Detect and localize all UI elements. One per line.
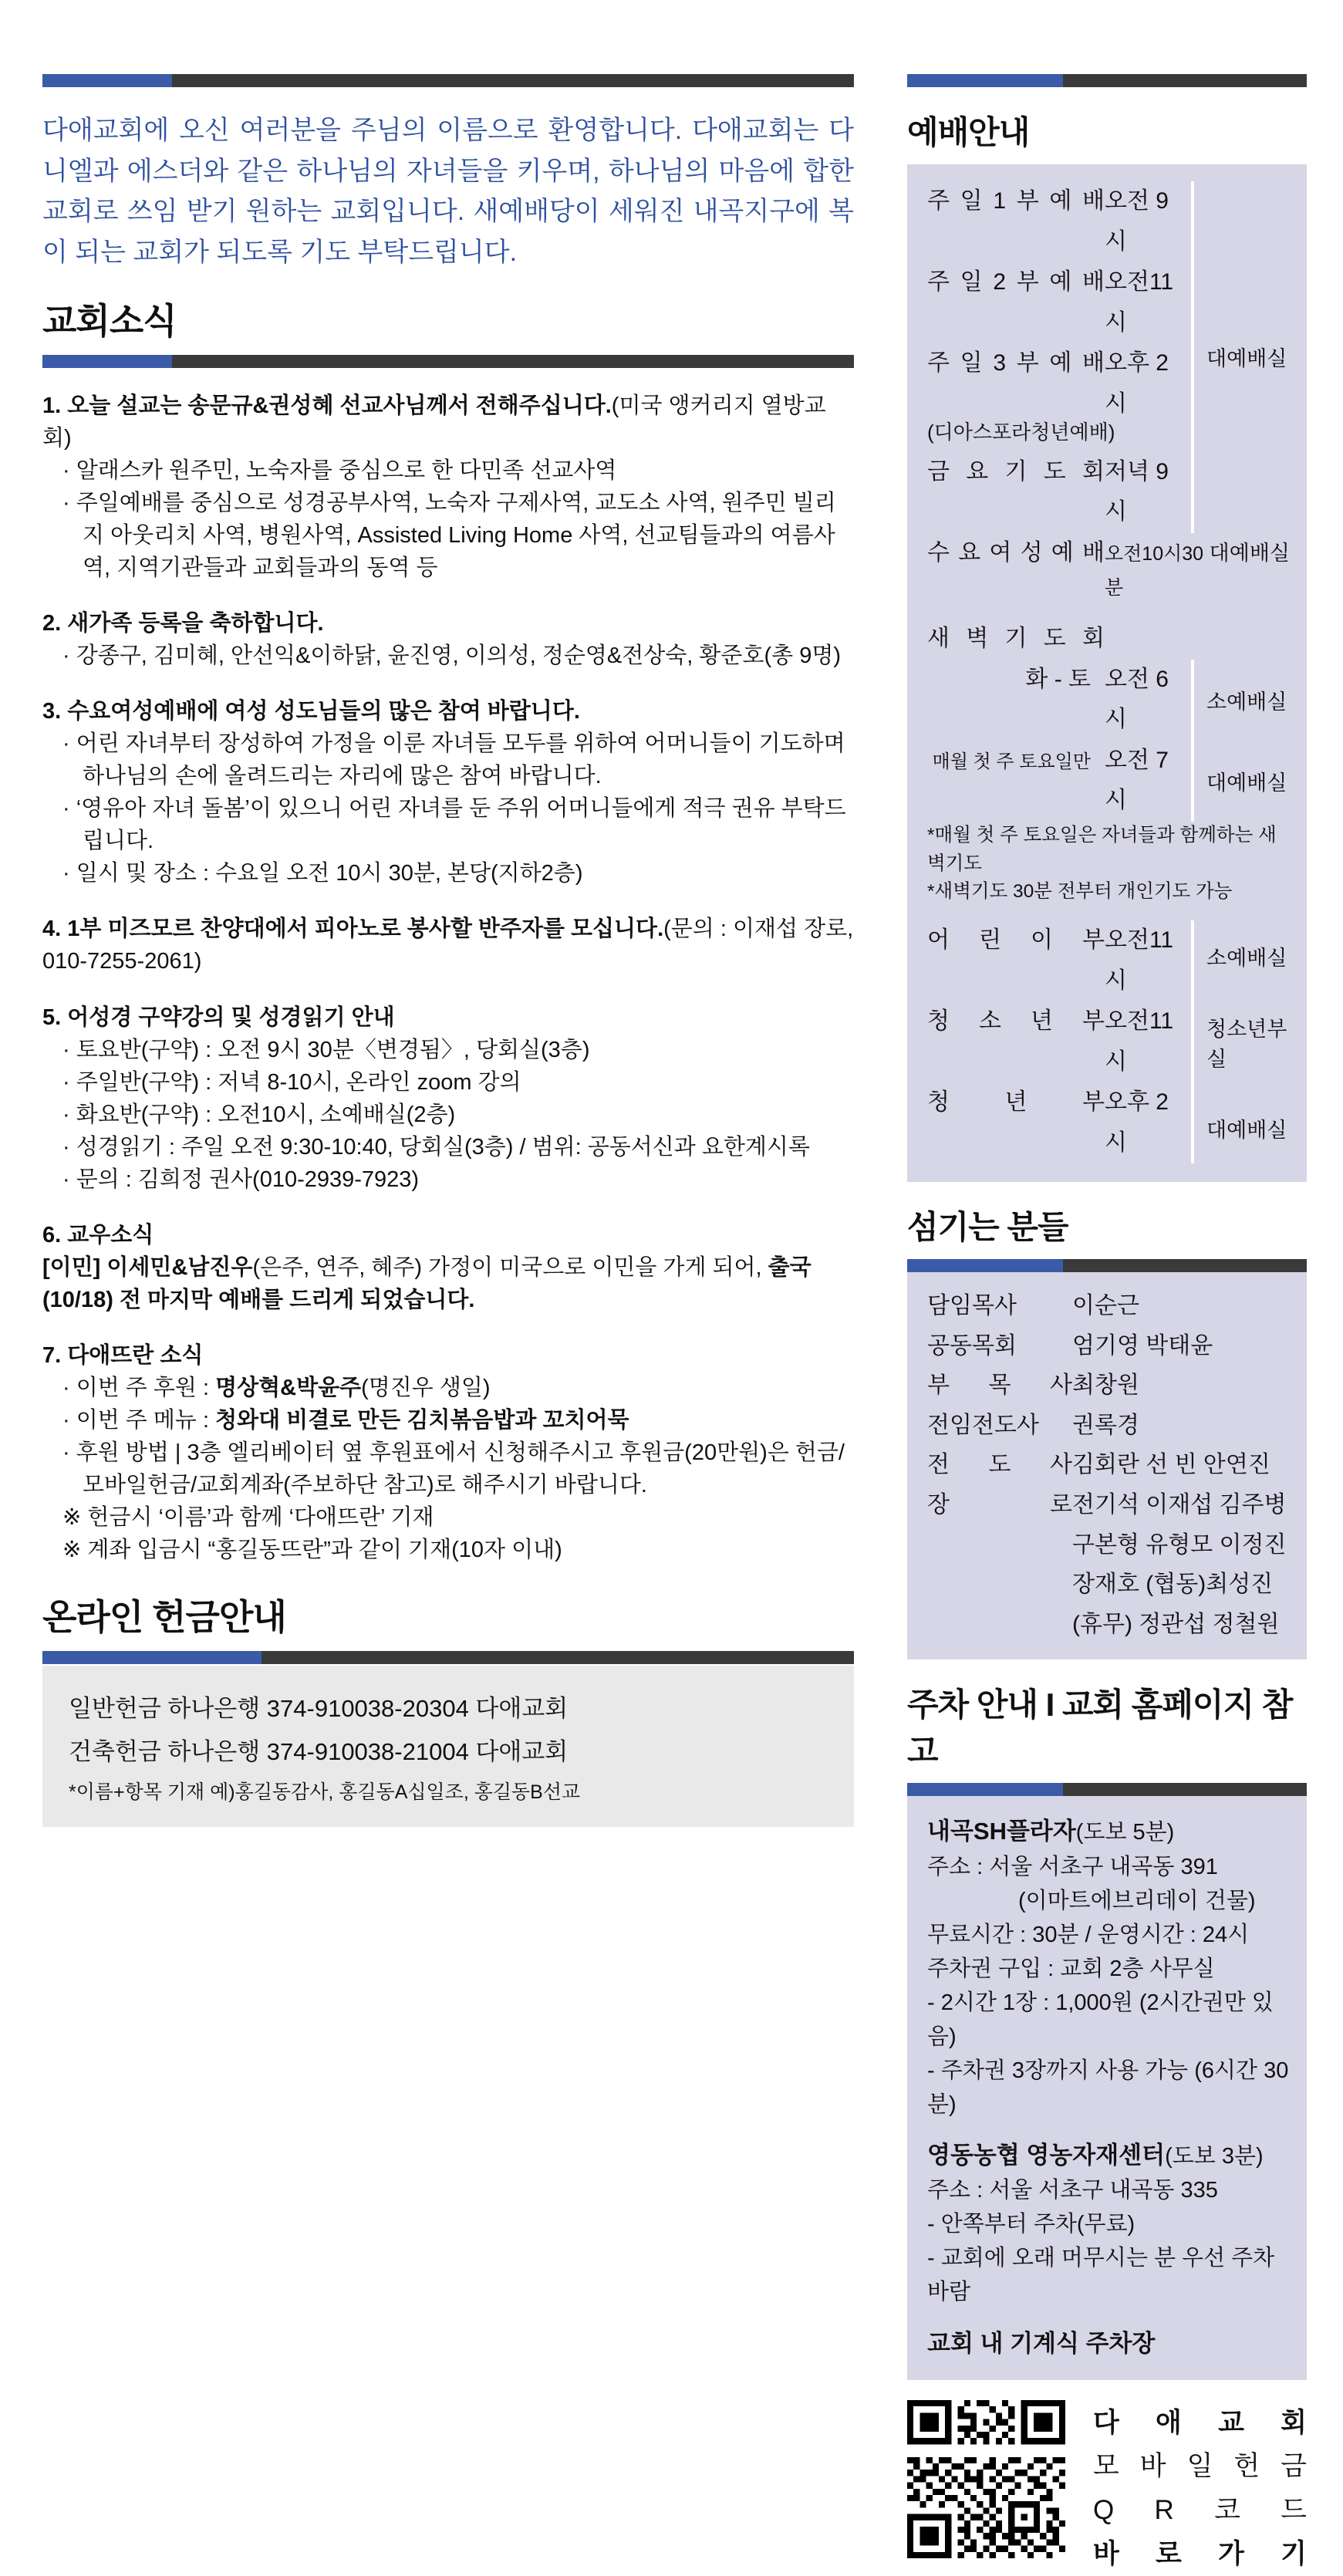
service-row	[927, 343, 1183, 424]
lot-name: 영동농협 영농자재센터	[927, 2142, 1166, 2169]
section-bar	[907, 1783, 1307, 1796]
serving-row	[927, 1326, 1290, 1366]
church-parking-line: 교회 내 기계식 주차장	[927, 2329, 1156, 2357]
parking-lot-2-line: 주소 : 서울 서초구 내곡동 335	[927, 2178, 1218, 2203]
right-column	[907, 74, 1307, 2576]
service-row	[927, 920, 1183, 1001]
serving-title: 섬기는 분들	[907, 1209, 1068, 1246]
parking-lot-1-line: 무료시간 : 30분 / 운영시간 : 24시	[927, 1922, 1250, 1947]
service-days: 화 - 토	[1025, 666, 1091, 692]
section-bar-accent	[42, 355, 172, 368]
serving-role	[927, 1605, 1072, 1645]
wednesday-service-row	[927, 533, 1290, 606]
lot-walk-time: (도보 3분)	[1165, 2144, 1264, 2169]
serving-role	[927, 1565, 1072, 1605]
section-bar	[907, 1259, 1307, 1272]
service-room: 대예배실	[1206, 771, 1287, 795]
serving-name: 구본형 유형모 이정진	[1072, 1531, 1287, 1558]
news-item-2	[42, 607, 854, 672]
news-item-3-bullet: · ‘영유아 자녀 돌봄’이 있으니 어린 자녀를 둔 주위 어머니들에게 적극 권유 부탁드립니다.	[62, 796, 846, 854]
section-bar	[42, 355, 854, 368]
parking-lot-1-line: 주소 : 서울 서초구 내곡동 391	[927, 1854, 1218, 1879]
news-item-6-bold: [이민] 이세민&남진우	[42, 1254, 253, 1280]
department-room-cell	[1191, 920, 1290, 1163]
news-item-2-bullet: · 강종구, 김미혜, 안선익&이하닭, 윤진영, 이의성, 정순영&전상숙, 황준호(총 9명)	[62, 643, 841, 669]
service-row	[927, 452, 1183, 533]
serving-row	[927, 1286, 1290, 1326]
service-time: 저녁 9시	[1105, 458, 1169, 525]
service-time: 오전11시	[1105, 1008, 1174, 1075]
news-item-7-note: ※ 헌금시 ‘이름’과 함께 ‘다애뜨란’ 기재	[62, 1505, 434, 1531]
service-time: 오후 2시	[1105, 350, 1169, 417]
dawn-prayer-title: 새 벽 기 도 회	[927, 626, 1105, 652]
service-time: 오후 2시	[1105, 1089, 1169, 1156]
news-list	[42, 390, 854, 1567]
parking-title: 주차 안내 I 교회 홈페이지 참고	[907, 1686, 1293, 1770]
parking-lot-2-line: - 안쪽부터 주차(무료)	[927, 2212, 1135, 2237]
sponsor-names: 명상혁&박윤주	[215, 1375, 362, 1400]
news-item-6-title: 6. 교우소식	[42, 1222, 154, 1247]
qr-caption-line: 다 애 교 회	[1093, 2407, 1307, 2438]
section-bar-accent	[907, 1259, 1063, 1272]
news-item-3	[42, 695, 854, 890]
news-item-5-bullet: · 성경읽기 : 주일 오전 9:30-10:40, 당회실(3층) / 범위: 공동서신과 요한계시록	[62, 1134, 810, 1160]
news-item-7-bullet	[42, 1404, 854, 1437]
spacer	[927, 2122, 1290, 2137]
news-item-1-title: 1. 오늘 설교는 송문규&권성혜 선교사님께서 전해주십니다.	[42, 393, 612, 418]
menu-label: · 이번 주 메뉴 :	[62, 1408, 216, 1433]
service-time: 오전 9시	[1105, 188, 1169, 255]
serving-name: 엄기영 박태윤	[1072, 1332, 1213, 1359]
dawn-prayer-group	[927, 660, 1290, 822]
serving-name: 장재호 (협동)최성진	[1072, 1572, 1274, 1598]
service-room: 대예배실	[1206, 347, 1287, 371]
service-time: 오전 6시	[1105, 666, 1169, 733]
news-item-4-title: 4. 1부 미즈모르 찬양대에서 피아노로 봉사할 반주자를 모십니다.	[42, 917, 664, 942]
serving-role: 장 로	[927, 1492, 1072, 1518]
serving-name: (휴무) 정관섭 정철원	[1072, 1611, 1280, 1637]
news-item-1-bullet: · 주일예배를 중심으로 성경공부사역, 노숙자 구제사역, 교도소 사역, 원주민 빌리지 아웃리치 사역, 병원사역, Assisted Living Home 사역, 선교팀들과의 여름사역, 지역기관들과 교회들과의 동역 등	[62, 490, 836, 580]
serving-row	[927, 1485, 1290, 1525]
parking-lot-2-name	[927, 2137, 1290, 2173]
news-item-6-tail: 출국(10/18) 전 마지막 예배를 드리게 되었습니다.	[42, 1254, 812, 1312]
parking-lot-2-line: - 교회에 오래 머무시는 분 우선 주차 바람	[927, 2246, 1275, 2305]
news-item-5-bullet: · 주일반(구약) : 저녁 8-10시, 온라인 zoom 강의	[62, 1069, 521, 1095]
spacer	[927, 906, 1290, 920]
left-column	[42, 74, 854, 1827]
departments-group	[927, 920, 1290, 1163]
worship-guide-title: 예배안내	[907, 114, 1030, 150]
news-item-7-bullet	[42, 1372, 854, 1404]
serving-box	[907, 1272, 1307, 1659]
serving-name: 김회란 선 빈 안연진	[1072, 1452, 1270, 1478]
service-row	[927, 741, 1183, 822]
parking-lot-1-line: - 2시간 1장 : 1,000원 (2시간권만 있음)	[927, 1990, 1274, 2049]
news-item-4	[42, 913, 854, 977]
serving-name: 권록경	[1072, 1412, 1139, 1438]
service-room: 청소년부실	[1206, 1017, 1287, 1071]
serving-row	[927, 1525, 1290, 1565]
general-offering-account: 일반헌금 하나은행 374-910038-20304 다애교회	[69, 1695, 569, 1723]
sponsor-occasion: (명진우 생일)	[361, 1375, 491, 1400]
section-bar	[42, 74, 854, 87]
dawn-prayer-rows	[927, 660, 1183, 822]
news-item-3-bullet: · 일시 및 장소 : 수요일 오전 10시 30분, 본당(지하2층)	[62, 861, 583, 886]
qr-caption-line: 모 바 일 헌 금	[1093, 2451, 1307, 2482]
service-name: 주 일 3 부 예 배	[927, 350, 1105, 376]
lot-name: 내곡SH플라자	[927, 1818, 1076, 1845]
sunday-services-rows	[927, 181, 1183, 533]
menu-value: 청와대 비결로 만든 김치볶음밥과 꼬치어묵	[215, 1408, 629, 1433]
serving-role: 공동목회	[927, 1332, 1017, 1359]
worship-schedule-box	[907, 164, 1307, 1182]
serving-row	[927, 1366, 1290, 1406]
news-item-5	[42, 1001, 854, 1196]
department-name: 어 린 이 부	[927, 927, 1105, 954]
parking-lot-1-line: (이마트에브리데이 건물)	[1018, 1888, 1256, 1913]
news-section-title: 교회소식	[42, 300, 177, 341]
service-time: 오전11시	[1105, 269, 1174, 336]
welcome-message: 다애교회에 오신 여러분을 주님의 이름으로 환영합니다. 다애교회는 다니엘과 에스더와 같은 하나님의 자녀들을 키우며, 하나님의 마음에 합한 교회로 쓰임 받기 원하는 교회입니다. 새예배당이 세워진 내곡지구에 복이 되는 교회가 되도록 기도 부탁드립니다.	[42, 116, 854, 268]
service-room: 대예배실	[1206, 1118, 1287, 1142]
news-item-5-title: 5. 어성경 구약강의 및 성경읽기 안내	[42, 1004, 395, 1030]
service-room-cell	[1191, 181, 1290, 533]
news-item-5-bullet: · 토요반(구약) : 오전 9시 30분〈변경됨〉, 당회실(3층)	[62, 1037, 590, 1062]
service-time: 오전 7시	[1105, 747, 1169, 814]
service-row	[927, 1082, 1183, 1163]
section-bar-accent	[42, 1651, 262, 1664]
section-bar	[42, 1651, 854, 1664]
service-name: 금 요 기 도 회	[927, 458, 1105, 484]
department-name: 청 소 년 부	[927, 1008, 1105, 1035]
dawn-prayer-header-row	[927, 605, 1290, 660]
sunday-services-group	[927, 181, 1290, 533]
department-name: 청 년 부	[927, 1089, 1105, 1116]
service-room: 소예배실	[1206, 690, 1287, 714]
dawn-prayer-note: *새벽기도 30분 전부터 개인기도 가능	[927, 881, 1233, 903]
department-rows	[927, 920, 1183, 1163]
offering-note: *이름+항목 기재 예)홍길동감사, 홍길동A십일조, 홍길동B선교	[69, 1781, 581, 1803]
serving-row	[927, 1605, 1290, 1645]
online-giving-title: 온라인 헌금안내	[42, 1597, 286, 1638]
section-bar-accent	[907, 1783, 1063, 1796]
service-days: 매월 첫 주 토요일만	[932, 751, 1091, 772]
parking-lot-1-name	[927, 1813, 1290, 1849]
parking-lot-1-line: - 주차권 3장까지 사용 가능 (6시간 30분)	[927, 2058, 1289, 2118]
service-name: 주 일 2 부 예 배	[927, 269, 1105, 295]
news-item-7-bullet: · 후원 방법 | 3층 엘리베이터 옆 후원표에서 신청해주시고 후원금(20만원)은 헌금/모바일헌금/교회계좌(주보하단 참고)로 해주시기 바랍니다.	[62, 1440, 845, 1498]
qr-code	[907, 2400, 1065, 2558]
section-bar-accent	[42, 74, 172, 87]
serving-role: 전임전도사	[927, 1412, 1039, 1438]
parking-lot-1-line: 주차권 구입 : 교회 2층 사무실	[927, 1956, 1215, 1981]
serving-row	[927, 1565, 1290, 1605]
news-item-7-title: 7. 다애뜨란 소식	[42, 1342, 204, 1368]
service-subnote: (디아스포라청년예배)	[927, 420, 1115, 444]
news-item-1-title-suffix: (미국 앵커리지 열방교회)	[42, 393, 826, 451]
service-row	[927, 181, 1183, 262]
service-name: 주 일 1 부 예 배	[927, 188, 1105, 214]
qr-caption-line: 바 로 가 기	[1093, 2538, 1307, 2569]
service-time: 오전11시	[1105, 927, 1174, 994]
news-item-1	[42, 390, 854, 584]
serving-row	[927, 1445, 1290, 1485]
serving-role: 담임목사	[927, 1293, 1017, 1319]
dawn-prayer-note: *매월 첫 주 토요일은 자녀들과 함께하는 새벽기도	[927, 824, 1277, 874]
serving-name: 최창원	[1072, 1372, 1139, 1399]
serving-role	[927, 1525, 1072, 1565]
news-item-6-mid: (은주, 연주, 혜주) 가정이 미국으로 이민을 가게 되어,	[252, 1254, 768, 1280]
section-bar	[907, 74, 1307, 87]
service-room: 대예배실	[1209, 541, 1290, 565]
dawn-room-cell	[1191, 660, 1290, 822]
news-item-6-body	[42, 1251, 854, 1316]
service-name: 수 요 여 성 예 배	[927, 539, 1105, 566]
mobile-giving-qr-section	[907, 2400, 1307, 2576]
serving-role: 전 도 사	[927, 1452, 1072, 1478]
online-giving-box	[42, 1666, 854, 1827]
service-row	[927, 660, 1183, 741]
serving-role: 부 목 사	[927, 1372, 1072, 1399]
news-item-5-bullet: · 문의 : 김희정 권사(010-2939-7923)	[62, 1166, 420, 1192]
serving-name: 이순근	[1072, 1293, 1139, 1319]
news-item-3-bullet: · 어린 자녀부터 장성하여 가정을 이룬 자녀들 모두를 위하여 어머니들이 기도하며 하나님의 손에 올려드리는 자리에 많은 참여 바랍니다.	[62, 731, 845, 789]
lot-walk-time: (도보 5분)	[1075, 1820, 1175, 1845]
serving-row	[927, 1406, 1290, 1446]
sponsor-label: · 이번 주 후원 :	[62, 1375, 216, 1400]
news-item-7-note: ※ 계좌 입금시 “홍길동뜨란”과 같이 기재(10자 이내)	[62, 1538, 562, 1563]
news-item-3-title: 3. 수요여성예배에 여성 성도님들의 많은 참여 바랍니다.	[42, 699, 580, 724]
section-bar-accent	[907, 74, 1063, 87]
news-item-5-bullet: · 화요반(구약) : 오전10시, 소예배실(2층)	[62, 1102, 456, 1127]
service-room: 소예배실	[1206, 946, 1287, 970]
news-item-4-title-suffix: (문의 : 이재섭 장로, 010-7255-2061)	[42, 917, 854, 974]
news-item-7	[42, 1339, 854, 1566]
qr-caption-line: Q R 코 드	[1093, 2495, 1307, 2526]
news-item-6	[42, 1219, 854, 1316]
news-item-2-title: 2. 새가족 등록을 축하합니다.	[42, 611, 324, 636]
parking-box	[907, 1796, 1307, 2379]
service-time: 오전10시30분	[1105, 542, 1204, 599]
news-item-1-bullet: · 알래스카 원주민, 노숙자를 중심으로 한 다민족 선교사역	[62, 457, 617, 483]
serving-name: 전기석 이재섭 김주병	[1072, 1492, 1287, 1518]
service-row	[927, 1001, 1183, 1082]
spacer	[927, 2310, 1290, 2325]
building-offering-account: 건축헌금 하나은행 374-910038-21004 다애교회	[69, 1738, 569, 1766]
qr-caption	[1093, 2400, 1307, 2576]
service-row	[927, 262, 1183, 343]
